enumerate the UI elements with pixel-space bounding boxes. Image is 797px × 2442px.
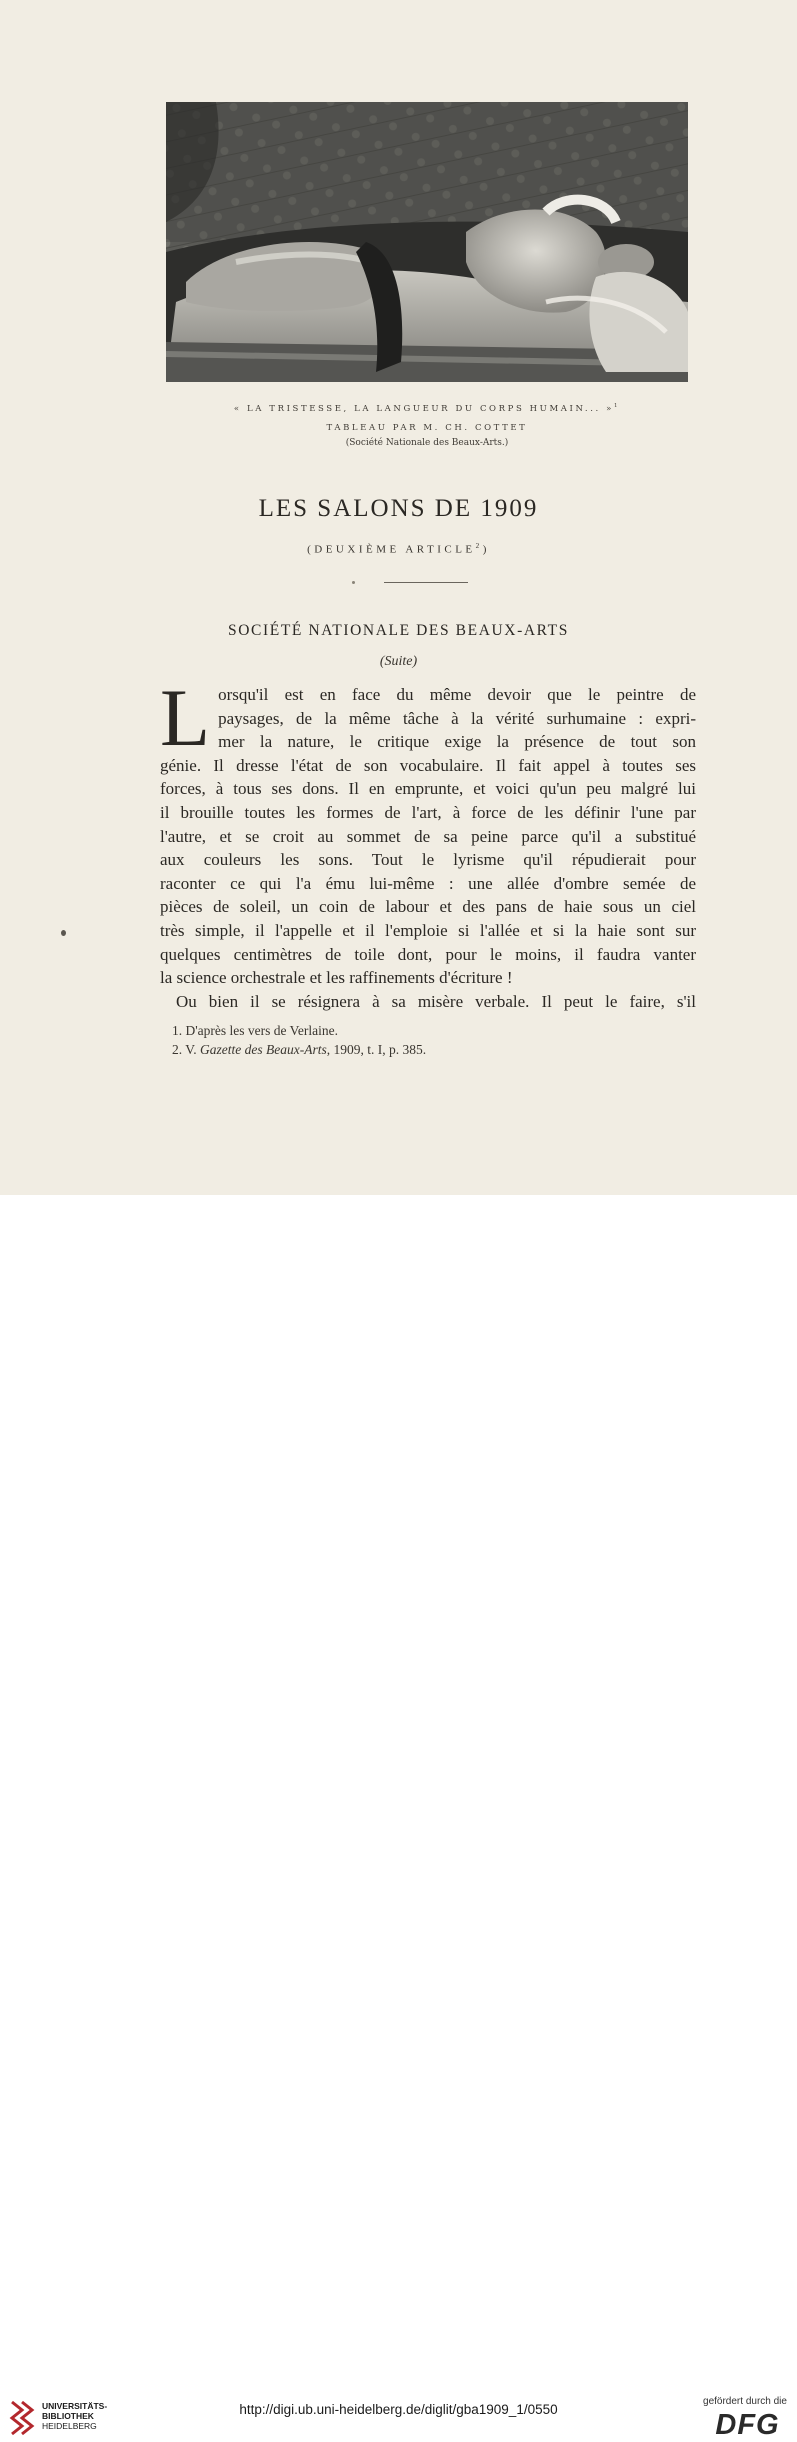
- body-line: forces, à tous ses dons. Il en emprunte, et voici qu'un peu malgré lui: [160, 779, 696, 799]
- body-line: orsqu'il est en face du même devoir que le peintre de: [218, 685, 696, 704]
- section-title: SOCIÉTÉ NATIONALE DES BEAUX-ARTS: [228, 622, 569, 639]
- painting-image: [166, 102, 688, 382]
- margin-speck: [61, 930, 66, 936]
- body-line: Ou bien il se résignera à sa misère verbale. Il peut le faire, s'il: [176, 991, 696, 1011]
- caption-footnote-ref: 1: [613, 403, 621, 409]
- painting-illustration: [166, 102, 688, 382]
- body-line: l'autre, et se croit au sommet de sa peine parce qu'il a substitué: [160, 826, 696, 846]
- ornament-dot: [352, 581, 355, 584]
- subtitle-footnote-ref: 2: [475, 542, 483, 550]
- body-line: il brouille toutes les formes de l'art, à force de les définir l'une par: [160, 802, 696, 822]
- library-name-line: UNIVERSITÄTS-: [42, 2401, 108, 2411]
- dfg-logo[interactable]: DFG: [715, 2409, 780, 2441]
- article-subtitle: [0, 542, 797, 556]
- scanned-page: [0, 0, 797, 1195]
- caption-title-text: « LA TRISTESSE, LA LANGUEUR DU CORPS HUMAIN... »: [233, 403, 614, 414]
- subtitle-text: (DEUXIÈME ARTICLE: [307, 543, 476, 556]
- footnote-2-suffix: , 1909, t. I, p. 385.: [326, 1042, 427, 1057]
- subtitle-close: ): [482, 543, 490, 556]
- body-line: génie. Il dresse l'état de son vocabulaire. Il fait appel à toutes ses: [160, 755, 696, 775]
- body-line: quelques centimètres de toile dont, pour le moins, il faudra vanter: [160, 944, 696, 964]
- drop-cap: L: [160, 672, 211, 763]
- body-line: pièces de soleil, un coin de labour et des pans de haie sous un ciel: [160, 897, 696, 917]
- article-body: [160, 672, 696, 1013]
- footnote-2-prefix: 2. V.: [172, 1042, 197, 1057]
- body-line: paysages, de la même tâche à la vérité surhumaine : expri-: [218, 708, 696, 728]
- figure-caption-artist: TABLEAU PAR M. CH. COTTET: [326, 423, 528, 433]
- body-line: mer la nature, le critique exige la présence de tout son: [218, 732, 696, 752]
- footnote-2-journal: Gazette des Beaux-Arts: [200, 1042, 327, 1057]
- library-name-line: BIBLIOTHEK: [42, 2411, 94, 2421]
- viewer-footer: [0, 1195, 797, 2441]
- footnote-1: 1. D'après les vers de Verlaine.: [172, 1023, 339, 1038]
- footnote-2: [172, 1042, 426, 1058]
- body-line: la science orchestrale et les raffinements d'écriture !: [160, 968, 513, 988]
- permalink-url[interactable]: http://digi.ub.uni-heidelberg.de/diglit/gba1909_1/0550: [239, 2402, 558, 2417]
- figure-caption-collection: (Société Nationale des Beaux-Arts.): [345, 438, 509, 448]
- library-name-line: HEIDELBERG: [42, 2421, 97, 2431]
- body-line: raconter ce qui l'a ému lui-même : une allée d'ombre semée de: [160, 873, 696, 893]
- sponsor-caption: gefördert durch die: [703, 2396, 787, 2407]
- section-continuation: (Suite): [379, 654, 418, 669]
- body-line: très simple, il l'appelle et il l'emploie si l'allée et si la haie sont sur: [160, 920, 696, 940]
- figure-caption-title: [166, 403, 688, 414]
- body-line: aux couleurs les sons. Tout le lyrisme qu'il répudierait pour: [160, 850, 696, 870]
- article-title: LES SALONS DE 1909: [258, 495, 539, 522]
- separator-rule: [384, 582, 468, 583]
